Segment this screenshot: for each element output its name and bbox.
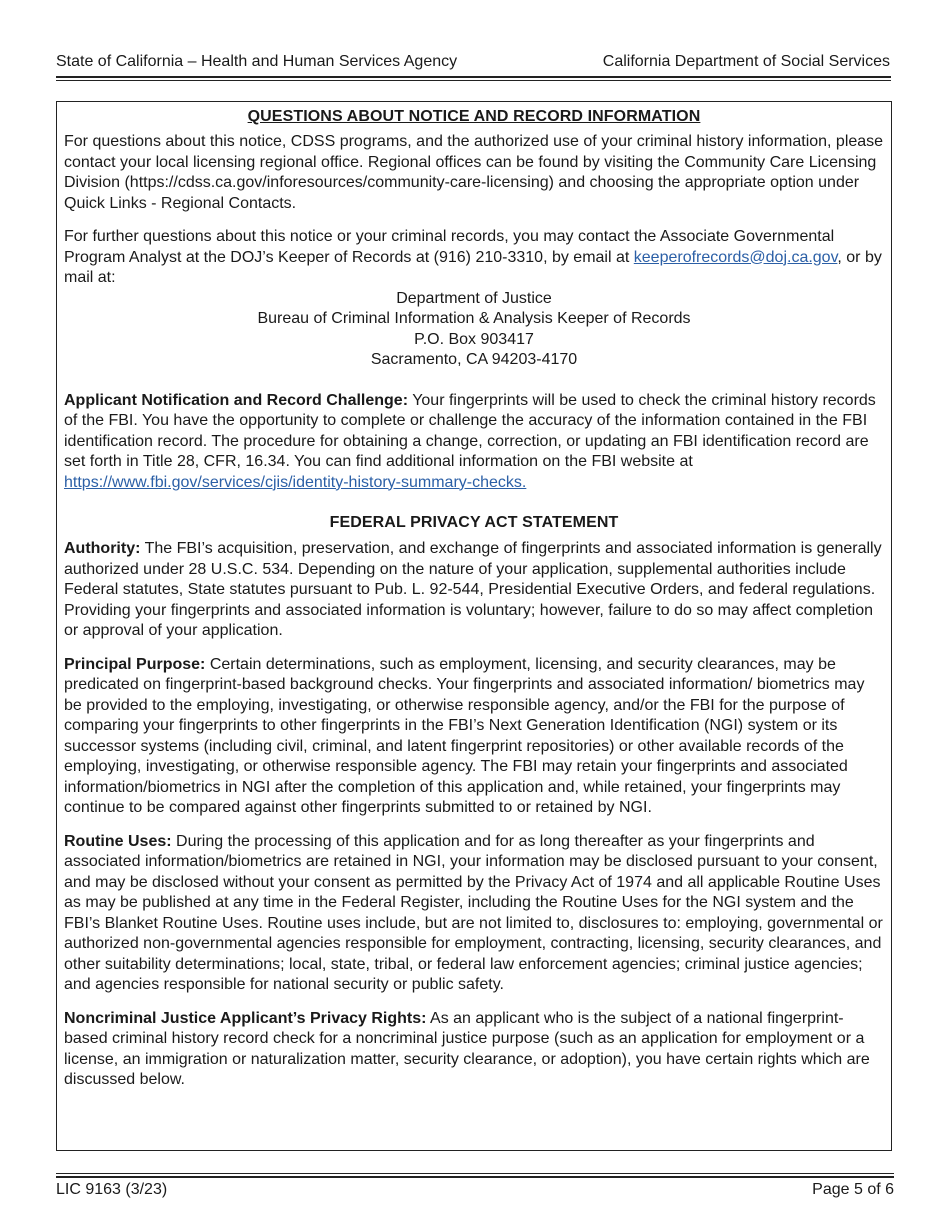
form-number: LIC 9163 (3/23) — [56, 1181, 168, 1198]
address-line: Sacramento, CA 94203-4170 — [370, 351, 578, 368]
paragraph-privacy-rights — [64, 1009, 884, 1091]
paragraph-authority — [64, 539, 884, 642]
keeper-text: For further questions about this notice or your criminal records, you may contact the Associate Governmental Program Analyst at the DOJ’s Keeper of Records at (916) 210-3310, by email at — [64, 228, 835, 266]
section-title-privacy-act: FEDERAL PRIVACY ACT STATEMENT — [329, 514, 619, 531]
fbi-website-link[interactable]: https://www.fbi.gov/services/cjis/identity-history-summary-checks. — [64, 473, 527, 491]
paragraph-keeper-of-records — [64, 227, 884, 289]
record-challenge-text: Your fingerprints will be used to check the criminal history records of the FBI. You have the opportunity to complete or challenge the accuracy of the information contained in the FBI identification record. The procedure for obtaining a change, correction, or updating an FBI identification record are set forth in Title 28, CFR, 16.34. You can find additional information on the FBI website at — [64, 391, 876, 470]
header-rule — [56, 76, 891, 78]
authority-text: The FBI’s acquisition, preservation, and exchange of fingerprints and associated information is generally authorized under 28 U.S.C. 534. Depending on the nature of your application, supplemental authorities include Federal statutes, State statutes pursuant to Pub. L. 92-544, Presidential Executive Orders, and federal regulations. Providing your fingerprints and associated information is voluntary; however, failure to do so may affect completion or approval of your application. — [64, 540, 882, 639]
principal-purpose-label: Principal Purpose: — [64, 655, 206, 673]
paragraph-principal-purpose — [64, 655, 884, 819]
header-rule-thin — [56, 80, 891, 81]
privacy-rights-text: As an applicant who is the subject of a national fingerprint-based criminal history record check for a noncriminal justice purpose (such as an application for employment or a license, an immigration or naturalization matter, security clearance, or adoption), you have certain rights which are discussed below. — [64, 1009, 870, 1088]
mailing-address — [64, 289, 884, 371]
address-line: Bureau of Criminal Information & Analysis Keeper of Records — [257, 310, 691, 327]
footer-rule — [56, 1176, 894, 1178]
page-number: Page 5 of 6 — [812, 1181, 894, 1198]
routine-uses-label: Routine Uses: — [64, 832, 172, 850]
privacy-rights-label: Noncriminal Justice Applicant’s Privacy Rights: — [64, 1009, 427, 1027]
paragraph-record-challenge — [64, 391, 884, 494]
header-department: California Department of Social Services — [602, 53, 890, 70]
email-link[interactable]: keeperofrecords@doj.ca.gov — [633, 248, 838, 266]
paragraph-routine-uses — [64, 832, 884, 996]
footer-rule-thin — [56, 1173, 894, 1174]
paragraph-regional-offices: For questions about this notice, CDSS programs, and the authorized use of your criminal history information, please contact your local licensing regional office. Regional offices can be found by visiting the Community Care Licensing Division (https://cdss.ca.gov/inforesources/community-care-licensing) and choosing the appropriate option under Quick Links - Regional Contacts. — [64, 133, 884, 212]
principal-purpose-text: Certain determinations, such as employment, licensing, and security clearances, may be predicated on fingerprint-based background checks. Your fingerprints and associated information/ biometrics may be provided to the employing, investigating, or otherwise responsible agency, and/or the FBI for the purpose of comparing your fingerprints to other fingerprints in the FBI’s Next Generation Identification (NGI) system or its successor systems (including civil, criminal, and latent fingerprint repositories) or other available records of the employing, investigating, or otherwise responsible agency. The FBI may retain your fingerprints and associated information/biometrics in NGI after the completion of this application and, while retained, your fingerprints may continue to be compared against other fingerprints submitted to or retained by NGI. — [64, 655, 865, 816]
routine-uses-text: During the processing of this application and for as long thereafter as your fingerprints and associated information/biometrics are retained in NGI, your information may be disclosed pursuant to your consent, and may be disclosed without your consent as permitted by the Privacy Act of 1974 and all applicable Routine Uses as may be published at any time in the Federal Register, including the Routine Uses for the NGI system and the FBI’s Blanket Routine Uses. Routine uses include, but are not limited to, disclosures to: employing, governmental or authorized non-governmental agencies responsible for employment, contracting, licensing, security clearances, and other suitability determinations; local, state, tribal, or federal law enforcement agencies; criminal justice agencies; and agencies responsible for national security or public safety. — [64, 832, 883, 993]
address-line: P.O. Box 903417 — [414, 330, 534, 348]
keeper-text-end: , or by mail at: — [64, 248, 882, 286]
address-line: Department of Justice — [396, 289, 552, 307]
record-challenge-label: Applicant Notification and Record Challenge: — [64, 391, 409, 409]
section-title-questions: QUESTIONS ABOUT NOTICE AND RECORD INFORMATION — [247, 108, 701, 125]
authority-label: Authority: — [64, 540, 141, 557]
notice-box — [56, 101, 892, 1151]
header-agency: State of California – Health and Human Services Agency — [56, 53, 458, 70]
